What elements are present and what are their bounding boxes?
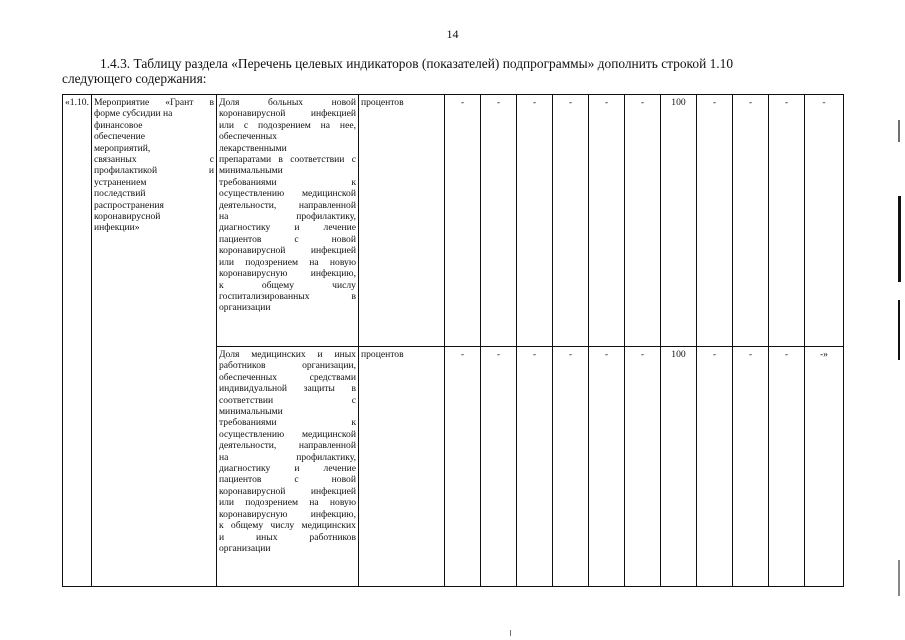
value-cell: -: [624, 347, 660, 587]
value-cell: -: [804, 95, 843, 347]
value-cell: -: [588, 347, 624, 587]
value-cell: -: [624, 95, 660, 347]
indicator-line: требованиями к: [218, 417, 356, 429]
indicator-line: требованиями к: [218, 176, 356, 188]
indicator-line: коронавирусной инфекцией: [218, 485, 356, 497]
value-cell: 100: [660, 347, 696, 587]
value-cell: -: [480, 347, 516, 587]
indicator-line: коронавирусную инфекцию,: [218, 508, 356, 520]
scan-edge-mark: [898, 196, 901, 282]
indicator-line: обеспеченных: [218, 131, 278, 143]
indicator-line: или подозрением на новую: [218, 497, 356, 509]
indicator-line: обеспеченных средствами: [218, 371, 356, 383]
value-cell: -: [444, 347, 480, 587]
scan-edge-mark: [898, 560, 900, 596]
indicator-line: осуществлению медицинской: [218, 188, 356, 200]
indicator-line: коронавирусной инфекцией: [218, 245, 356, 257]
indicator-line: индивидуальной защиты в: [218, 383, 356, 395]
value-cell: -»: [804, 347, 843, 587]
row-number-cell: «1.10.: [63, 95, 92, 587]
unit-cell: процентов: [358, 347, 444, 587]
indicator-line: лекарственными: [218, 142, 287, 154]
event-line: связанных с: [93, 154, 214, 166]
indicator-cell: [216, 95, 358, 347]
indicator-line: и иных работников: [218, 531, 356, 543]
indicator-line: к общему числу медицинских: [218, 520, 356, 532]
event-line: мероприятий,: [93, 142, 151, 154]
unit-cell: процентов: [358, 95, 444, 347]
indicators-table: [62, 94, 844, 587]
event-line: Мероприятие «Грант в: [93, 97, 214, 108]
event-line: профилактикой и: [93, 165, 214, 177]
event-line: форме субсидии на: [93, 108, 173, 120]
intro-line-2: следующего содержания:: [62, 71, 207, 86]
indicator-line: к общему числу: [218, 279, 356, 291]
value-cell: -: [696, 95, 732, 347]
event-line: последствий: [93, 188, 146, 200]
event-line: инфекции»: [93, 222, 140, 234]
value-cell: -: [516, 95, 552, 347]
value-cell: -: [444, 95, 480, 347]
scan-edge-mark: [898, 120, 900, 142]
value-cell: -: [516, 347, 552, 587]
value-cell: -: [768, 347, 804, 587]
indicator-line: минимальными: [218, 165, 283, 177]
indicator-line: препаратами в соответствии с: [218, 154, 356, 166]
value-cell: -: [732, 347, 768, 587]
indicator-line: или с подозрением на нее,: [218, 119, 356, 131]
value-cell: -: [732, 95, 768, 347]
indicator-line: осуществлению медицинской: [218, 428, 356, 440]
indicator-line: коронавирусной инфекцией: [218, 108, 356, 120]
page-number: 14: [446, 27, 459, 41]
indicator-line: или подозрением на новую: [218, 256, 356, 268]
value-cell: -: [480, 95, 516, 347]
indicator-line: деятельности, направленной: [218, 440, 356, 452]
indicator-line: пациентов с новой: [218, 474, 356, 486]
intro-line-1: 1.4.3. Таблицу раздела «Перечень целевых индикаторов (показателей) подпрограммы» дополнить строкой 1.10: [100, 56, 734, 71]
indicator-line: диагностику и лечение: [218, 222, 356, 234]
indicator-cell: [216, 347, 358, 587]
indicator-line: деятельности, направленной: [218, 199, 356, 211]
indicator-line: на профилактику,: [218, 451, 356, 463]
indicator-line: минимальными: [218, 406, 283, 418]
event-line: обеспечение: [93, 131, 146, 143]
value-cell: -: [588, 95, 624, 347]
indicator-line: Доля больных новой: [218, 97, 356, 108]
value-cell: -: [552, 95, 588, 347]
value-cell: -: [552, 347, 588, 587]
table-row: [63, 95, 844, 347]
event-line: распространения: [93, 199, 164, 211]
event-line: финансовое: [93, 119, 143, 131]
indicator-line: коронавирусную инфекцию,: [218, 268, 356, 280]
value-cell: 100: [660, 95, 696, 347]
indicator-line: работников организации,: [218, 360, 356, 372]
indicator-line: организации: [218, 542, 271, 554]
event-cell: [91, 95, 216, 587]
indicator-line: госпитализированных в: [218, 290, 356, 302]
indicator-line: на профилактику,: [218, 211, 356, 223]
scan-edge-mark: [898, 300, 900, 360]
indicator-line: диагностику и лечение: [218, 463, 356, 475]
indicator-line: организации: [218, 302, 271, 314]
value-cell: -: [768, 95, 804, 347]
indicator-line: соответствии с: [218, 394, 356, 406]
scan-edge-mark: [510, 630, 511, 636]
event-line: коронавирусной: [93, 211, 161, 223]
event-line: устранением: [93, 176, 147, 188]
intro-paragraph: [62, 56, 842, 86]
indicator-line: Доля медицинских и иных: [218, 349, 356, 360]
value-cell: -: [696, 347, 732, 587]
indicator-line: пациентов с новой: [218, 233, 356, 245]
